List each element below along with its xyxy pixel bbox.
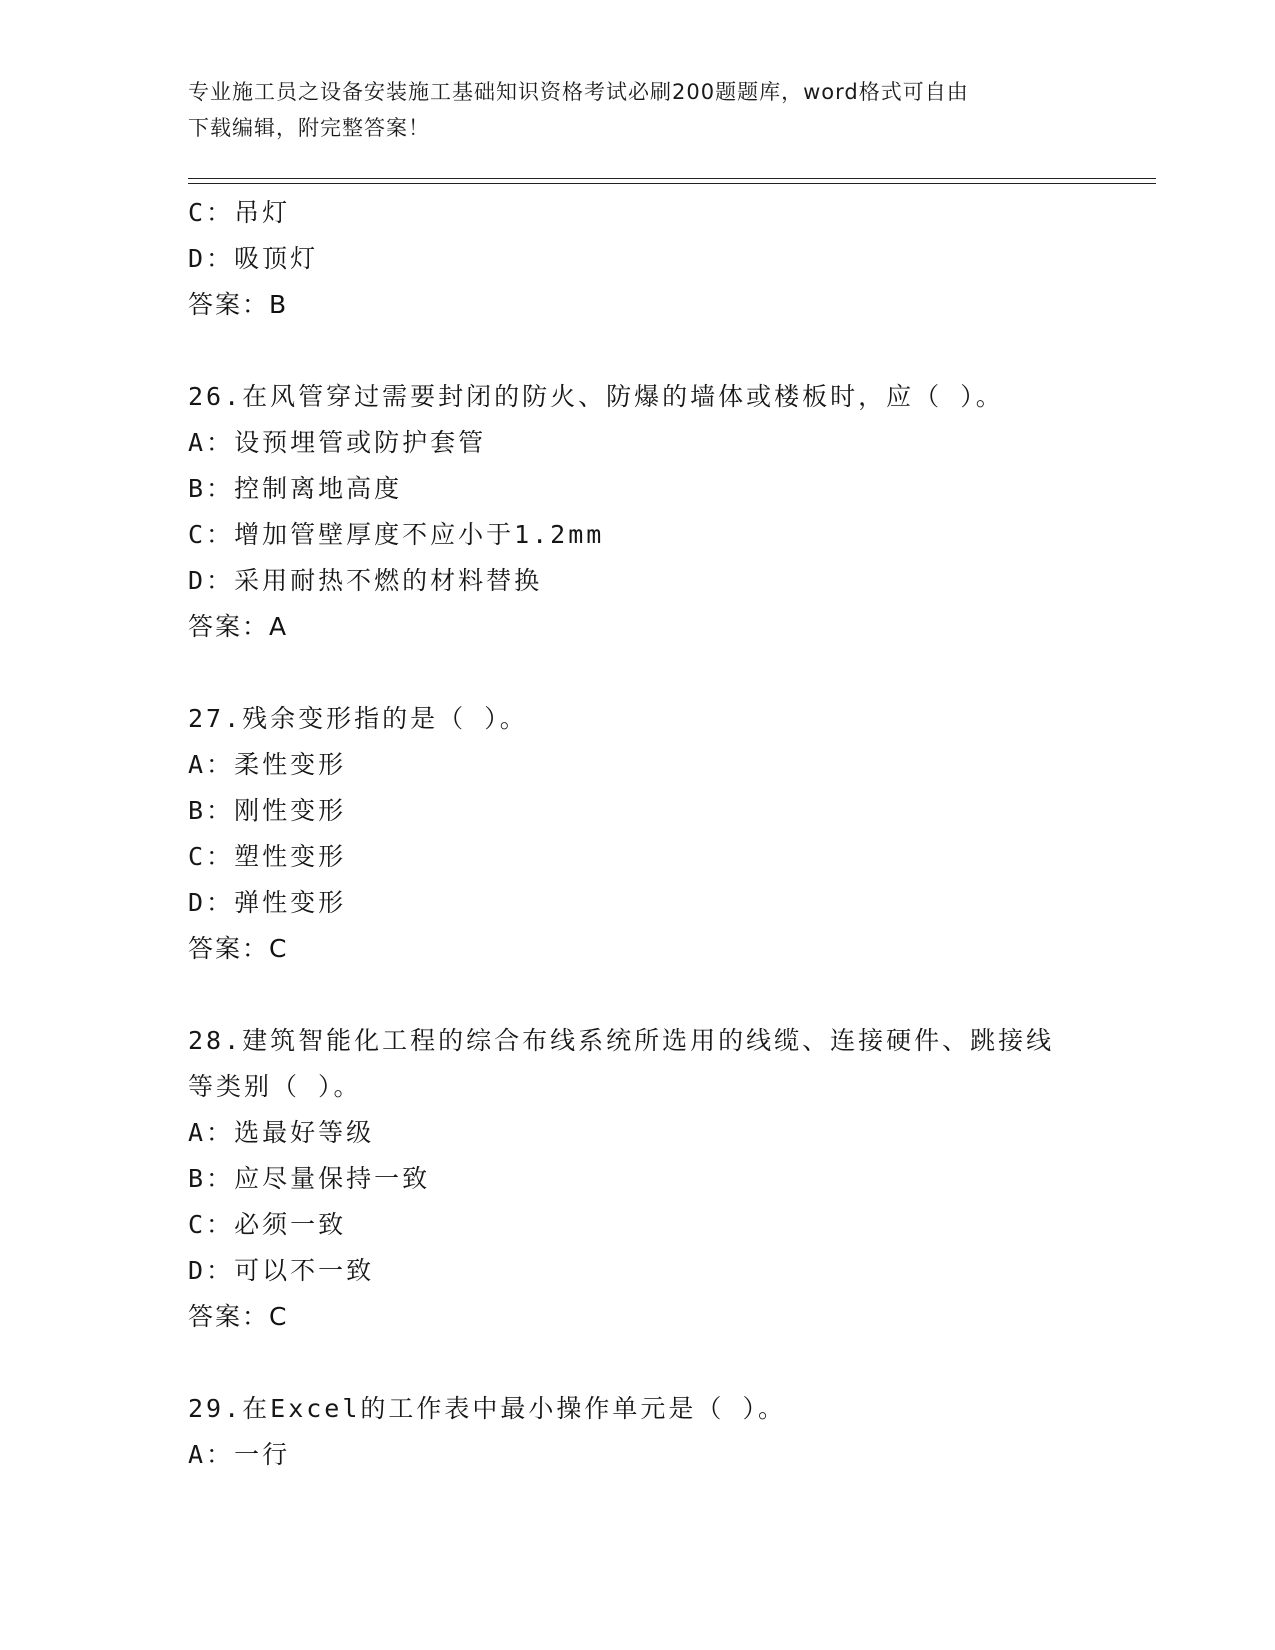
- option-text: 必须一致: [234, 1210, 347, 1239]
- option-a: [188, 420, 1088, 466]
- option-b: [188, 788, 1088, 834]
- option-text: 塑性变形: [234, 842, 347, 871]
- option-text: 增加管壁厚度不应小于1.2mm: [234, 520, 605, 549]
- option-d: [188, 558, 1088, 604]
- option-label: A：: [188, 1118, 235, 1147]
- option-label: B：: [188, 474, 235, 503]
- question-title-line-2: 等类别（ ）。: [188, 1072, 362, 1101]
- option-c: [188, 190, 1088, 236]
- option-text: 采用耐热不燃的材料替换: [234, 566, 543, 595]
- question-28: [188, 1018, 1088, 1340]
- option-label: B：: [188, 1164, 235, 1193]
- option-label: A：: [188, 750, 235, 779]
- option-label: C：: [188, 520, 235, 549]
- option-c: [188, 1202, 1088, 1248]
- header-title-line-1: 专业施工员之设备安装施工基础知识资格考试必刷200题题库，word格式可自由: [188, 80, 969, 104]
- option-a: [188, 1110, 1088, 1156]
- question-25-tail: [188, 190, 1088, 328]
- option-a: [188, 742, 1088, 788]
- answer-text: 答案：B: [188, 290, 289, 319]
- option-text: 可以不一致: [234, 1256, 375, 1285]
- question-26: [188, 374, 1088, 650]
- option-label: C：: [188, 842, 235, 871]
- option-label: C：: [188, 198, 235, 227]
- option-label: A：: [188, 428, 235, 457]
- option-b: [188, 466, 1088, 512]
- question-title-line-1: 28.建筑智能化工程的综合布线系统所选用的线缆、连接硬件、跳接线: [188, 1026, 1055, 1055]
- document-header: [188, 74, 1088, 146]
- option-label: D：: [188, 566, 235, 595]
- option-d: [188, 1248, 1088, 1294]
- option-text: 选最好等级: [234, 1118, 375, 1147]
- question-title: 26.在风管穿过需要封闭的防火、防爆的墙体或楼板时，应（ ）。: [188, 382, 1004, 411]
- question-list: [188, 190, 1088, 1478]
- question-27: [188, 696, 1088, 972]
- option-c: [188, 834, 1088, 880]
- option-c: [188, 512, 1088, 558]
- option-label: B：: [188, 796, 235, 825]
- option-text: 弹性变形: [234, 888, 347, 917]
- question-title: 29.在Excel的工作表中最小操作单元是（ ）。: [188, 1394, 786, 1423]
- option-d: [188, 236, 1088, 282]
- question-29: [188, 1386, 1088, 1478]
- header-title-line-2: 下载编辑，附完整答案！: [188, 116, 430, 140]
- option-label: D：: [188, 1256, 235, 1285]
- option-label: A：: [188, 1440, 235, 1469]
- answer-text: 答案：C: [188, 934, 289, 963]
- option-text: 柔性变形: [234, 750, 347, 779]
- option-text: 一行: [234, 1440, 291, 1469]
- option-text: 设预埋管或防护套管: [234, 428, 487, 457]
- option-d: [188, 880, 1088, 926]
- option-text: 吸顶灯: [234, 244, 319, 273]
- option-text: 应尽量保持一致: [234, 1164, 431, 1193]
- option-b: [188, 1156, 1088, 1202]
- option-label: D：: [188, 244, 235, 273]
- option-label: D：: [188, 888, 235, 917]
- answer-text: 答案：A: [188, 612, 289, 641]
- option-label: C：: [188, 1210, 235, 1239]
- option-text: 控制离地高度: [234, 474, 403, 503]
- option-a: [188, 1432, 1088, 1478]
- question-title: 27.残余变形指的是（ ）。: [188, 704, 528, 733]
- answer-text: 答案：C: [188, 1302, 289, 1331]
- header-divider-bottom: [188, 183, 1156, 184]
- option-text: 吊灯: [234, 198, 291, 227]
- option-text: 刚性变形: [234, 796, 347, 825]
- header-divider-top: [188, 178, 1156, 179]
